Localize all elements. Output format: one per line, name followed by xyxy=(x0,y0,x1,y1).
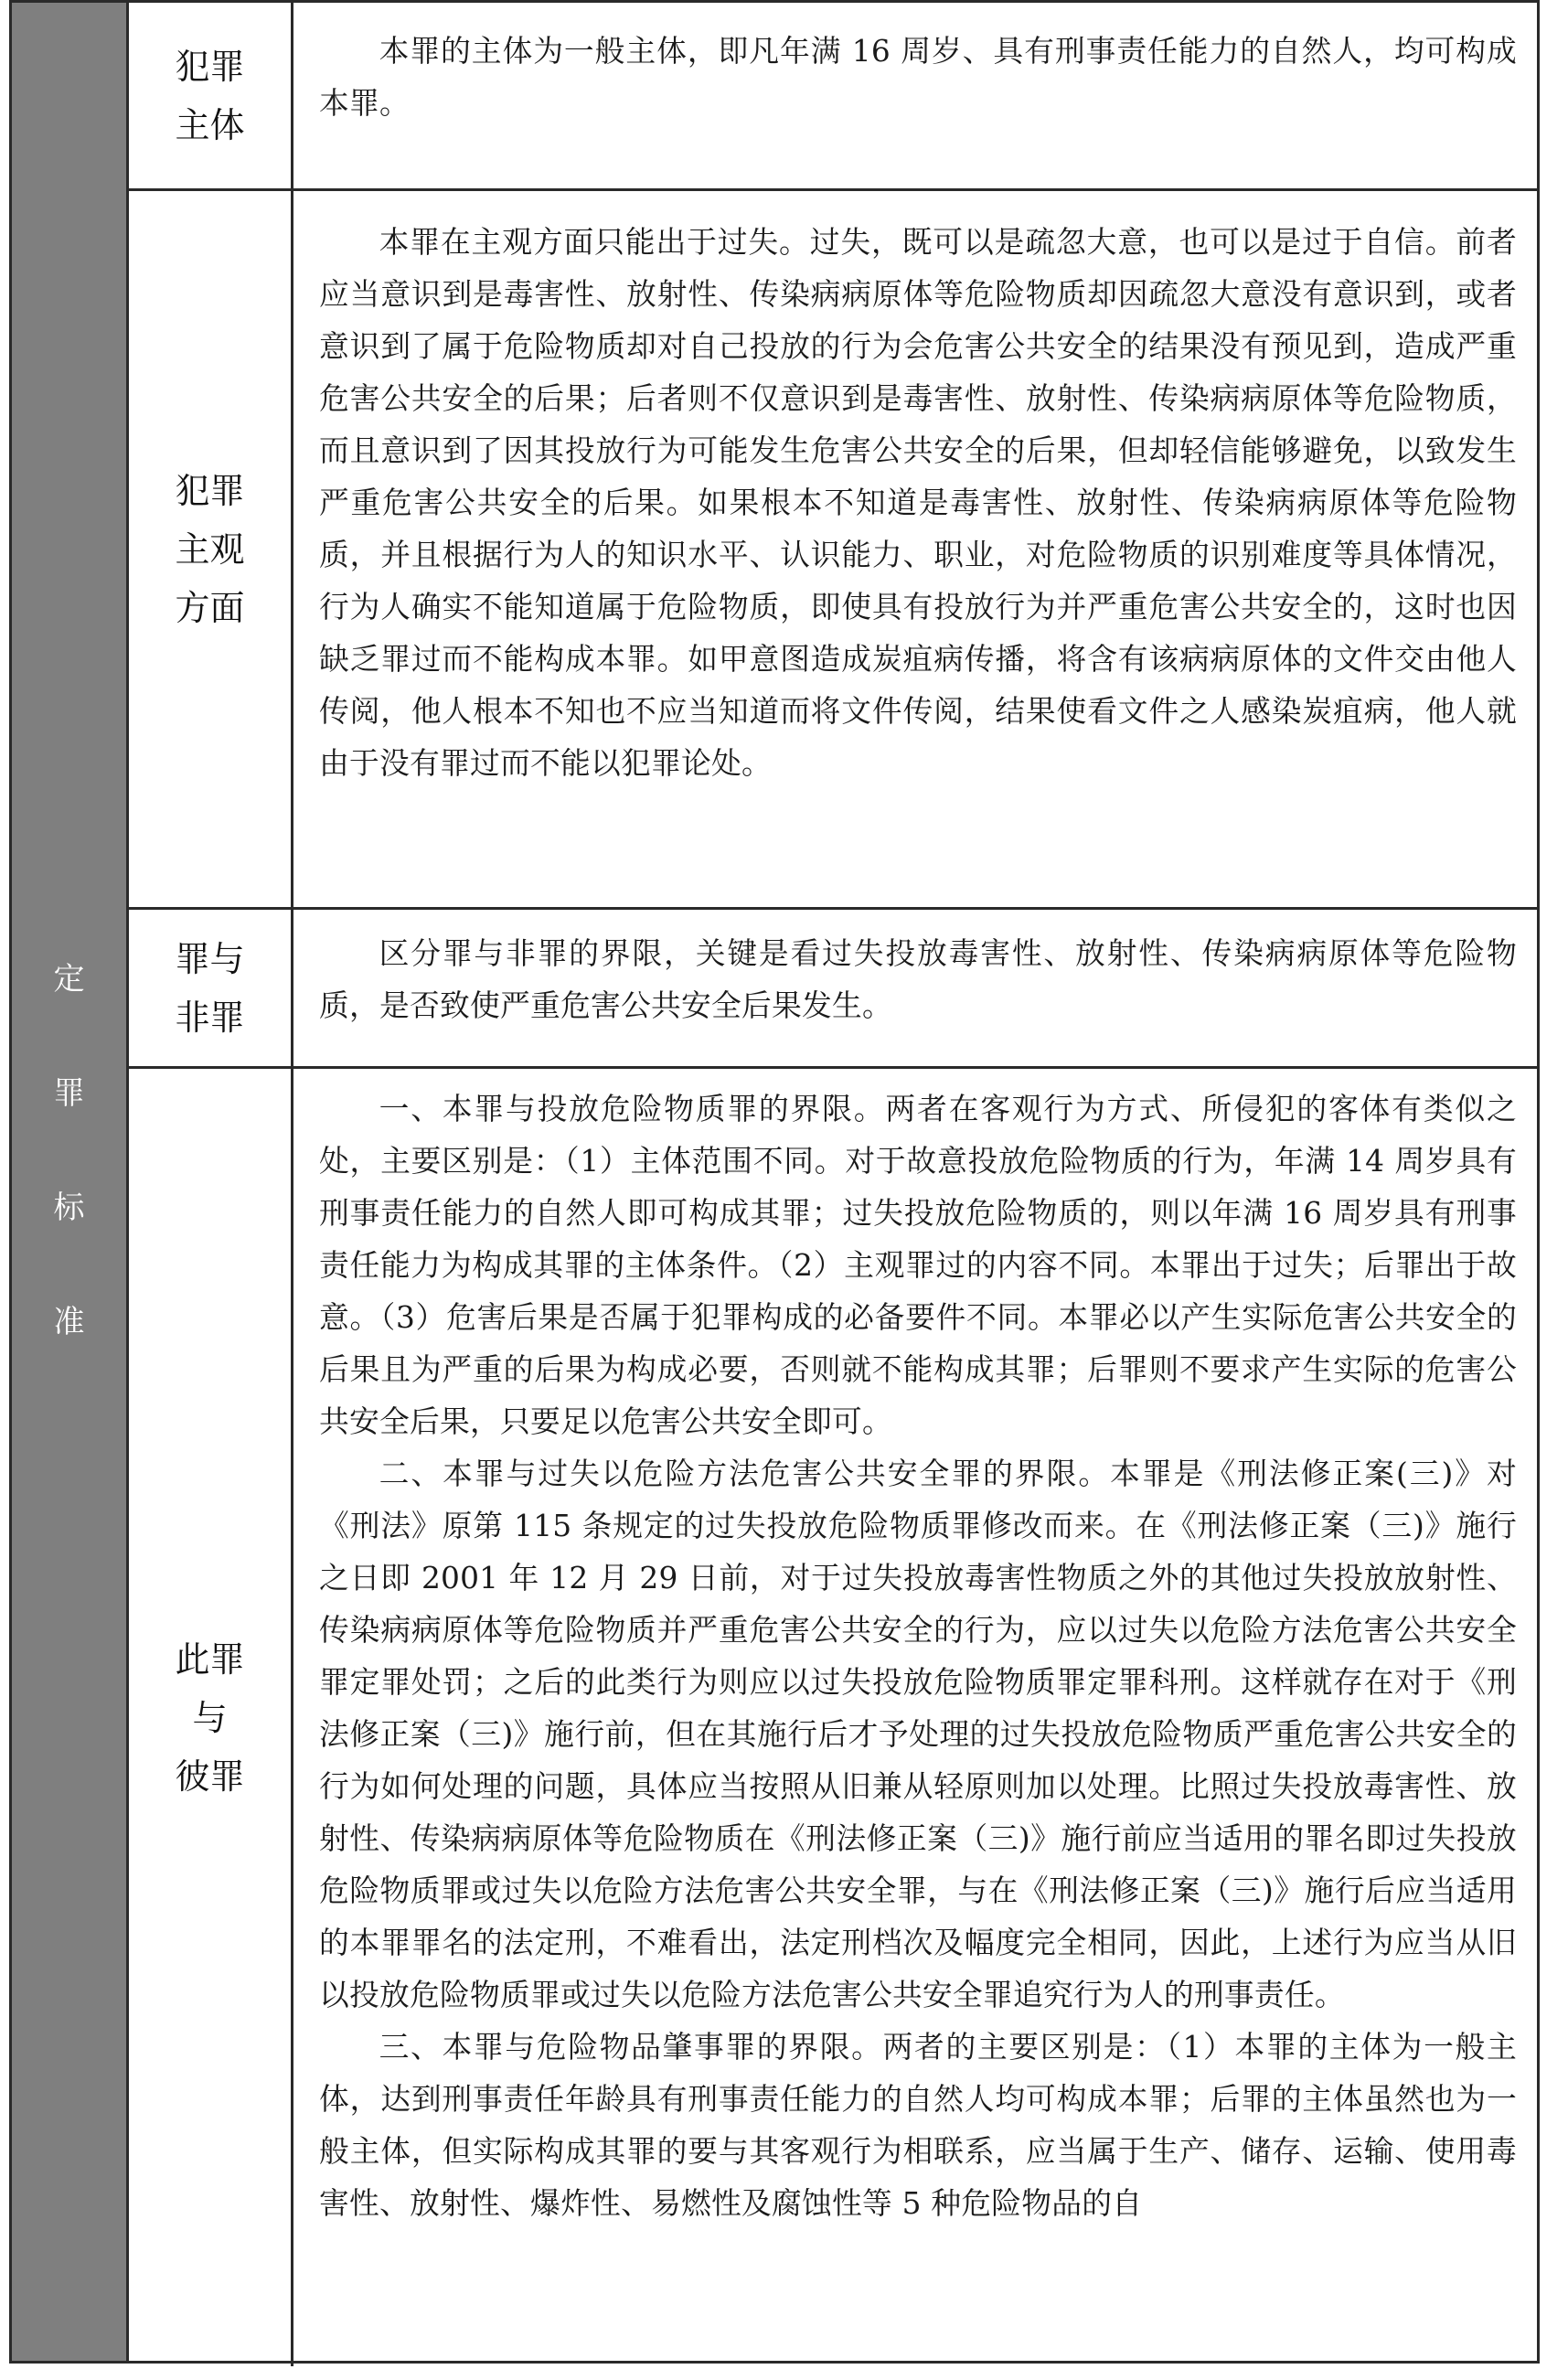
paragraph: 二、本罪与过失以危险方法危害公共安全罪的界限。本罪是《刑法修正案(三)》对《刑法》原第 115 条规定的过失投放危险物质罪修改而来。在《刑法修正案（三)》施行之日即 2001 年 12 月 29 日前，对于过失投放毒害性物质之外的其他过失投放放射性、传染病病原体等危险物质并严重危害公共安全的行为，应以过失以危险方法危害公共安全罪定罪处罚；之后的此类行为则应以过失投放危险物质罪定罪科刑。这样就存在对于《刑法修正案（三)》施行前，但在其施行后才予处理的过失投放危险物质严重危害公共安全的行为如何处理的问题，具体应当按照从旧兼从轻原则加以处理。比照过失投放毒害性、放射性、传染病病原体等危险物质在《刑法修正案（三)》施行前应当适用的罪名即过失投放危险物质罪或过失以危险方法危害公共安全罪，与在《刑法修正案（三)》施行后应当适用的本罪罪名的法定刑，不难看出，法定刑档次及幅度完全相同，因此，上述行为应当从旧以投放危险物质罪或过失以危险方法危害公共安全罪追究行为人的刑事责任。 xyxy=(319,1457,1517,2012)
criminal-standards-table xyxy=(9,0,1540,2364)
table-row-subject xyxy=(129,3,1537,191)
table-row-this-vs-other-crime xyxy=(129,1069,1537,2366)
row-label-text: 犯罪 主体 xyxy=(175,46,245,145)
row-label xyxy=(129,1069,293,2366)
row-label-text: 罪与 非罪 xyxy=(175,938,245,1038)
row-label-text: 此罪 与 彼罪 xyxy=(175,1638,245,1797)
row-content xyxy=(293,1069,1537,2366)
row-label-text: 犯罪 主观 方面 xyxy=(175,470,245,628)
row-content xyxy=(293,3,1537,188)
side-header-char: 罪 xyxy=(53,1075,85,1112)
paragraph: 一、本罪与投放危险物质罪的界限。两者在客观行为方式、所侵犯的客体有类似之处，主要区别是：（1）主体范围不同。对于故意投放危险物质的行为，年满 14 周岁具有刑事责任能力的自然人即可构成其罪；过失投放危险物质的，则以年满 16 周岁具有刑事责任能力为构成其罪的主体条件。（2）主观罪过的内容不同。本罪出于过失；后罪出于故意。（3）危害后果是否属于犯罪构成的必备要件不同。本罪必以产生实际危害公共安全的后果且为严重的后果为构成必要，否则就不能构成其罪；后罪则不要求产生实际的危害公共安全后果，只要足以危害公共安全即可。 xyxy=(319,1092,1517,1439)
row-content xyxy=(293,191,1537,907)
paragraph: 区分罪与非罪的界限，关键是看过失投放毒害性、放射性、传染病病原体等危险物质，是否致使严重危害公共安全后果发生。 xyxy=(319,936,1517,1023)
side-header-char: 定 xyxy=(53,961,85,998)
row-label xyxy=(129,3,293,188)
row-content xyxy=(293,910,1537,1066)
table-row-subjective-aspect xyxy=(129,191,1537,910)
table-row-crime-vs-noncrime xyxy=(129,910,1537,1069)
paragraph: 本罪的主体为一般主体，即凡年满 16 周岁、具有刑事责任能力的自然人，均可构成本罪。 xyxy=(319,34,1517,121)
paragraph: 本罪在主观方面只能出于过失。过失，既可以是疏忽大意，也可以是过于自信。前者应当意识到是毒害性、放射性、传染病病原体等危险物质却因疏忽大意没有意识到，或者意识到了属于危险物质却对自己投放的行为会危害公共安全的结果没有预见到，造成严重危害公共安全的后果；后者则不仅意识到是毒害性、放射性、传染病病原体等危险物质，而且意识到了因其投放行为可能发生危害公共安全的后果，但却轻信能够避免，以致发生严重危害公共安全的后果。如果根本不知道是毒害性、放射性、传染病病原体等危险物质，并且根据行为人的知识水平、认识能力、职业，对危险物质的识别难度等具体情况，行为人确实不能知道属于危险物质，即使具有投放行为并严重危害公共安全的，这时也因缺乏罪过而不能构成本罪。如甲意图造成炭疽病传播，将含有该病病原体的文件交由他人传阅，他人根本不知也不应当知道而将文件传阅，结果使看文件之人感染炭疽病，他人就由于没有罪过而不能以犯罪论处。 xyxy=(319,225,1517,781)
side-header-char: 准 xyxy=(53,1304,85,1340)
side-header xyxy=(12,3,129,2361)
paragraph: 三、本罪与危险物品肇事罪的界限。两者的主要区别是：（1）本罪的主体为一般主体，达到刑事责任年龄具有刑事责任能力的自然人均可构成本罪；后罪的主体虽然也为一般主体，但实际构成其罪的要与其客观行为相联系，应当属于生产、储存、运输、使用毒害性、放射性、爆炸性、易燃性及腐蚀性等 5 种危险物品的自 xyxy=(319,2030,1517,2221)
row-label xyxy=(129,910,293,1066)
row-label xyxy=(129,191,293,907)
side-header-char: 标 xyxy=(53,1190,85,1226)
